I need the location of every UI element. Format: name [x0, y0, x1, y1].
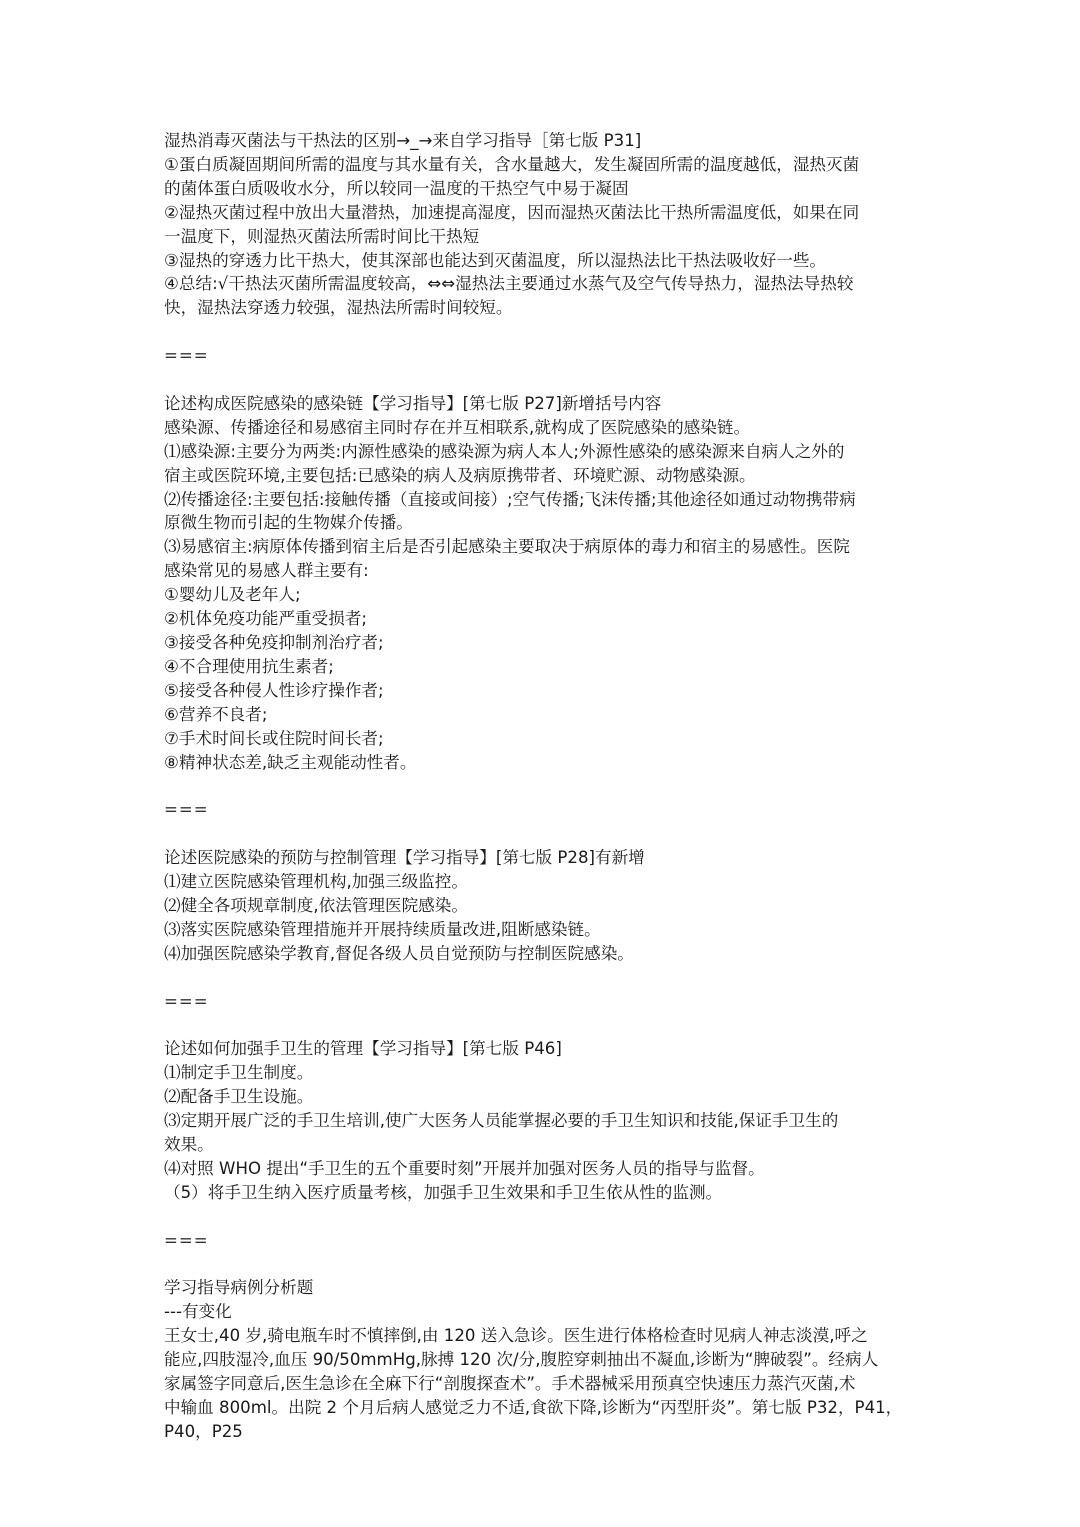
list-item: 效果。 [164, 1134, 214, 1154]
text-line: 中输血 800ml。出院 2 个月后病人感觉乏力不适,食欲下降,诊断为“丙型肝炎”。第七版 P32，P41， [164, 1397, 903, 1417]
list-item: ①婴幼儿及老年人; [164, 585, 301, 605]
text-line: ③湿热的穿透力比干热大，使其深部也能达到灭菌温度，所以湿热法比干热法吸收好一些。 [164, 250, 827, 270]
document-page [164, 129, 924, 1444]
text-line: 原微生物而引起的生物媒介传播。 [164, 513, 413, 533]
list-item: ⑥营养不良者; [164, 704, 268, 724]
text-line: 一温度下，则湿热灭菌法所需时间比干热短 [164, 226, 480, 246]
text-line: 王女士,40 岁,骑电瓶车时不慎摔倒,由 120 送入急诊。医生进行体格检查时见病人神志淡漠,呼之 [164, 1326, 868, 1346]
section-prevention-control [164, 846, 924, 966]
text-line: 快，湿热法穿透力较强，湿热法所需时间较短。 [164, 298, 513, 318]
text-line: ①蛋白质凝固期间所需的温度与其水量有关，含水量越大，发生凝固所需的温度越低，湿热灭菌 [164, 154, 860, 174]
separator: === [164, 991, 209, 1011]
text-line: ⑶易感宿主:病原体传播到宿主后是否引起感染主要取决于病原体的毒力和宿主的易感性。医院 [164, 537, 850, 557]
list-item: ⑵配备手卫生设施。 [164, 1087, 314, 1107]
list-item: ⑶定期开展广泛的手卫生培训,使广大医务人员能掌握必要的手卫生知识和技能,保证手卫生的 [164, 1111, 839, 1131]
section-title: 论述医院感染的预防与控制管理【学习指导】[第七版 P28]有新增 [164, 848, 645, 868]
section-title: 论述如何加强手卫生的管理【学习指导】[第七版 P46] [164, 1039, 562, 1059]
section-sterilization [164, 129, 924, 320]
text-line: ②湿热灭菌过程中放出大量潜热，加速提高湿度，因而湿热灭菌法比干热所需温度低，如果在同 [164, 202, 860, 222]
text-line: ⑴感染源:主要分为两类:内源性感染的感染源为病人本人;外源性感染的感染源来自病人之外的 [164, 441, 845, 461]
list-item: ⑶落实医院感染管理措施并开展持续质量改进,阻断感染链。 [164, 919, 601, 939]
list-item: （5）将手卫生纳入医疗质量考核，加强手卫生效果和手卫生依从性的监测。 [164, 1182, 723, 1202]
list-item: ⑤接受各种侵人性诊疗操作者; [164, 680, 384, 700]
section-infection-chain [164, 392, 924, 775]
list-item: ③接受各种免疫抑制剂治疗者; [164, 633, 384, 652]
list-item: ④不合理使用抗生素者; [164, 656, 334, 676]
text-line: 感染常见的易感人群主要有: [164, 561, 369, 581]
text-line: P40，P25 [164, 1421, 243, 1441]
list-item: ⑷对照 WHO 提出“手卫生的五个重要时刻”开展并加强对医务人员的指导与监督。 [164, 1158, 765, 1178]
list-item: ⑴建立医院感染管理机构,加强三级监控。 [164, 872, 468, 892]
list-item: ⑷加强医院感染学教育,督促各级人员自觉预防与控制医院感染。 [164, 943, 634, 963]
text-line: 家属签字同意后,医生急诊在全麻下行“剖腹探查术”。手术器械采用预真空快速压力蒸汽灭菌,术 [164, 1374, 856, 1393]
text-line: 感染源、传播途径和易感宿主同时存在并互相联系,就构成了医院感染的感染链。 [164, 417, 751, 437]
list-item: ⑦手术时间长或住院时间长者; [164, 728, 384, 748]
list-item: ⑧精神状态差,缺乏主观能动性者。 [164, 752, 417, 772]
section-case-analysis [164, 1276, 924, 1443]
section-title: 学习指导病例分析题 [164, 1278, 314, 1298]
text-line: 的菌体蛋白质吸收水分，所以较同一温度的干热空气中易于凝固 [164, 178, 629, 198]
separator: === [164, 800, 209, 820]
list-item: ⑴制定手卫生制度。 [164, 1063, 314, 1083]
text-line: 宿主或医院环境,主要包括:已感染的病人及病原携带者、环境贮源、动物感染源。 [164, 465, 756, 485]
separator: === [164, 346, 209, 366]
list-item: ⑵健全各项规章制度,依法管理医院感染。 [164, 895, 468, 915]
text-line: ④总结:√干热法灭菌所需温度较高，⇔⇔湿热法主要通过水蒸气及空气传导热力，湿热法导热较 [164, 274, 854, 294]
section-title: 湿热消毒灭菌法与干热法的区别→_→来自学习指导［第七版 P31] [164, 131, 642, 150]
section-title: 论述构成医院感染的感染链【学习指导】[第七版 P27]新增括号内容 [164, 393, 662, 413]
text-line: ⑵传播途径:主要包括:接触传播（直接或间接）;空气传播;飞沫传播;其他途径如通过动物携带病 [164, 489, 856, 509]
separator: === [164, 1230, 209, 1250]
list-item: ②机体免疫功能严重受损者; [164, 609, 367, 629]
section-hand-hygiene [164, 1037, 924, 1204]
text-line: 能应,四肢湿冷,血压 90/50mmHg,脉搏 120 次/分,腹腔穿刺抽出不凝血,诊断为“脾破裂”。经病人 [164, 1350, 879, 1370]
text-line: ---有变化 [164, 1302, 232, 1322]
